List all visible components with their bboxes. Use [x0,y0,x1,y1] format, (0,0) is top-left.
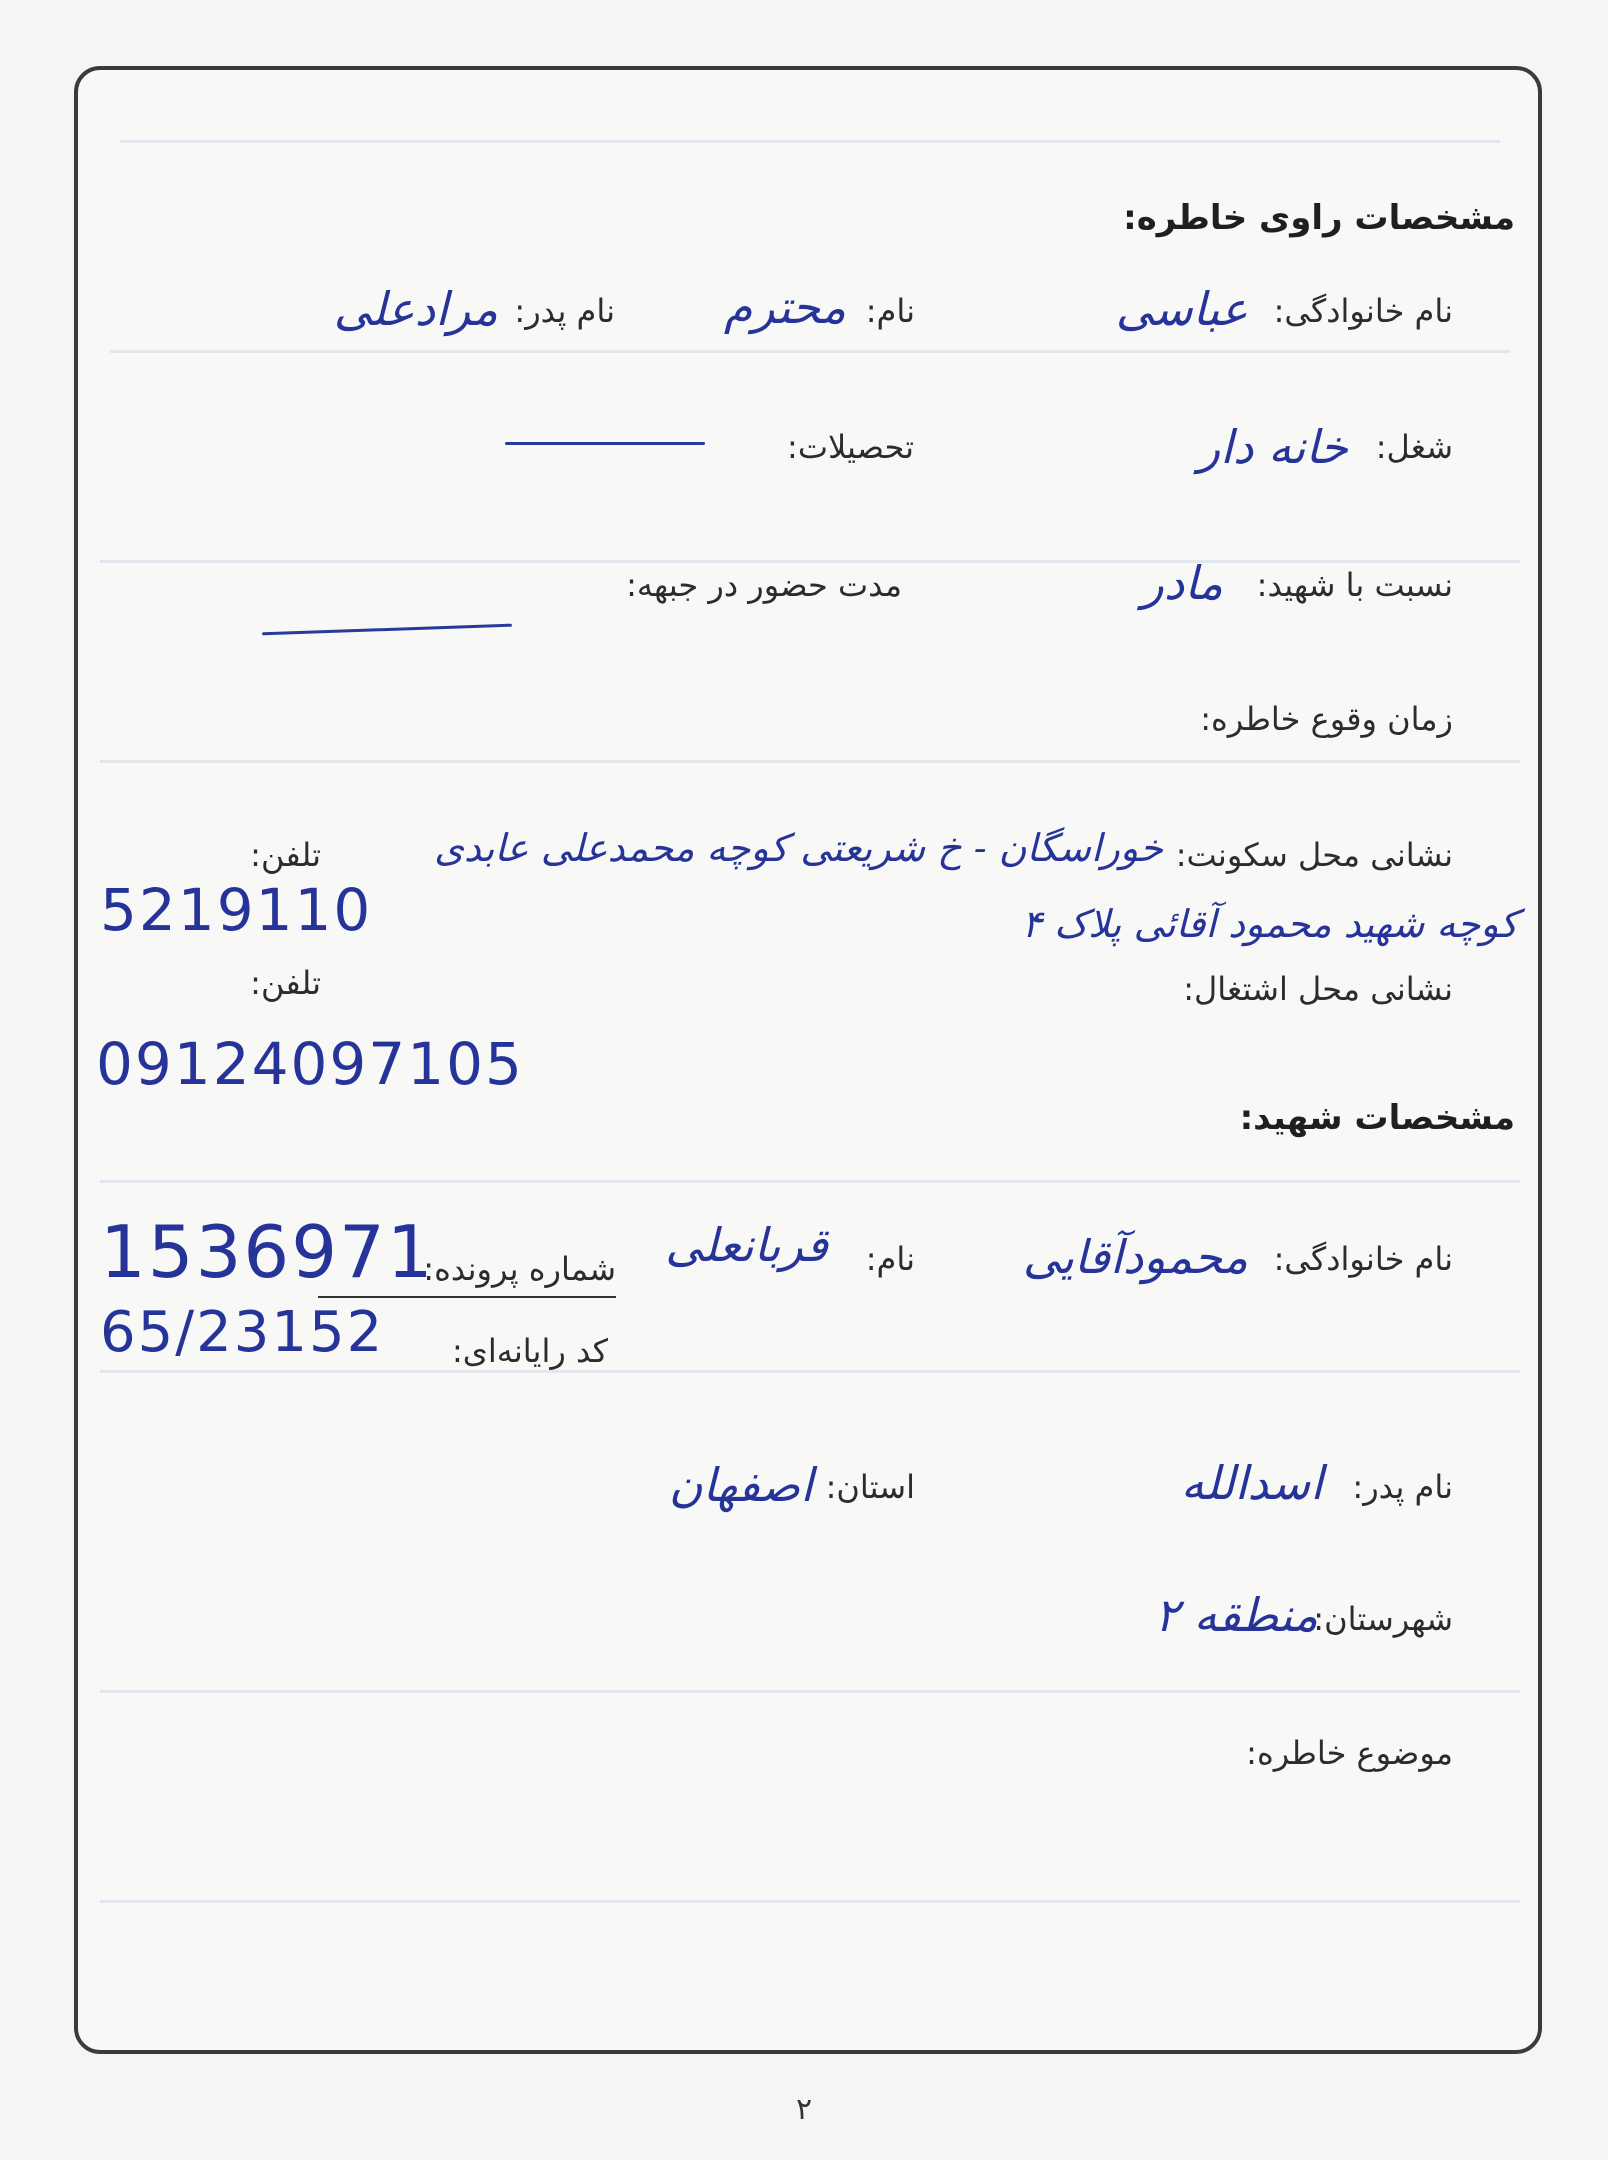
martyr-computer-code-label: کد رایانه‌ای: [452,1332,608,1370]
narrator-heading: مشخصات راوی خاطره: [1123,198,1515,238]
martyr-father-label: نام پدر: [1352,1468,1453,1506]
narrator-relation-label: نسبت با شهید: [1256,566,1453,604]
martyr-last-name-value: محمودآقایی [1022,1230,1248,1284]
narrator-home-address-label: نشانی محل سکونت: [1175,836,1453,874]
narrator-relation-value: مادر [1141,556,1223,610]
martyr-county-value: منطقه ۲ [1154,1588,1318,1642]
bleed-through-line [100,560,1520,563]
martyr-county-label: شهرستان: [1313,1600,1453,1638]
narrator-home-address-line1: خوراسگان - خ شریعتی کوچه محمدعلی عابدی [434,826,1163,870]
narrator-last-name-value: عباسی [1115,282,1248,336]
martyr-subject-label: موضوع خاطره: [1246,1734,1453,1772]
narrator-phone-label-2: تلفن: [250,964,321,1002]
narrator-father-label: نام پدر: [514,292,615,330]
martyr-file-number-value: 1536971 [100,1210,435,1294]
narrator-phone-value-1: 5219110 [100,876,373,944]
bleed-through-line [100,760,1520,763]
martyr-first-name-value: قربانعلی [665,1218,828,1272]
martyr-heading: مشخصات شهید: [1239,1098,1515,1138]
education-blank-stroke [505,442,705,445]
bleed-through-line [110,350,1510,353]
narrator-job-value: خانه دار [1197,420,1348,474]
narrator-first-name-label: نام: [865,292,915,330]
bleed-through-line [100,1370,1520,1373]
bleed-through-line [100,1900,1520,1903]
bleed-through-line [100,1180,1520,1183]
martyr-last-name-label: نام خانوادگی: [1273,1240,1453,1278]
bleed-through-line [120,140,1500,143]
narrator-last-name-label: نام خانوادگی: [1273,292,1453,330]
martyr-first-name-label: نام: [865,1240,915,1278]
narrator-front-duration-label: مدت حضور در جبهه: [626,566,902,604]
narrator-home-address-line2: کوچه شهید محمود آقائی پلاک ۴ [1021,902,1518,946]
narrator-time-label: زمان وقوع خاطره: [1200,700,1453,738]
narrator-father-value: مرادعلی [333,282,498,336]
bleed-through-line [100,1690,1520,1693]
narrator-phone-value-2: 09124097105 [96,1030,524,1098]
martyr-computer-code-value: 65/23152 [100,1300,385,1365]
martyr-file-number-label: شماره پرونده: [423,1250,616,1288]
martyr-father-value: اسدالله [1180,1456,1323,1510]
martyr-province-label: استان: [825,1468,915,1506]
narrator-phone-label-1: تلفن: [250,836,321,874]
narrator-first-name-value: محترم [723,280,846,334]
file-number-underline [318,1296,616,1298]
narrator-education-label: تحصیلات: [787,428,914,466]
narrator-job-label: شغل: [1375,428,1453,466]
martyr-province-value: اصفهان [668,1458,813,1512]
narrator-work-address-label: نشانی محل اشتغال: [1183,970,1453,1008]
page-number: ۲ [795,2092,813,2127]
